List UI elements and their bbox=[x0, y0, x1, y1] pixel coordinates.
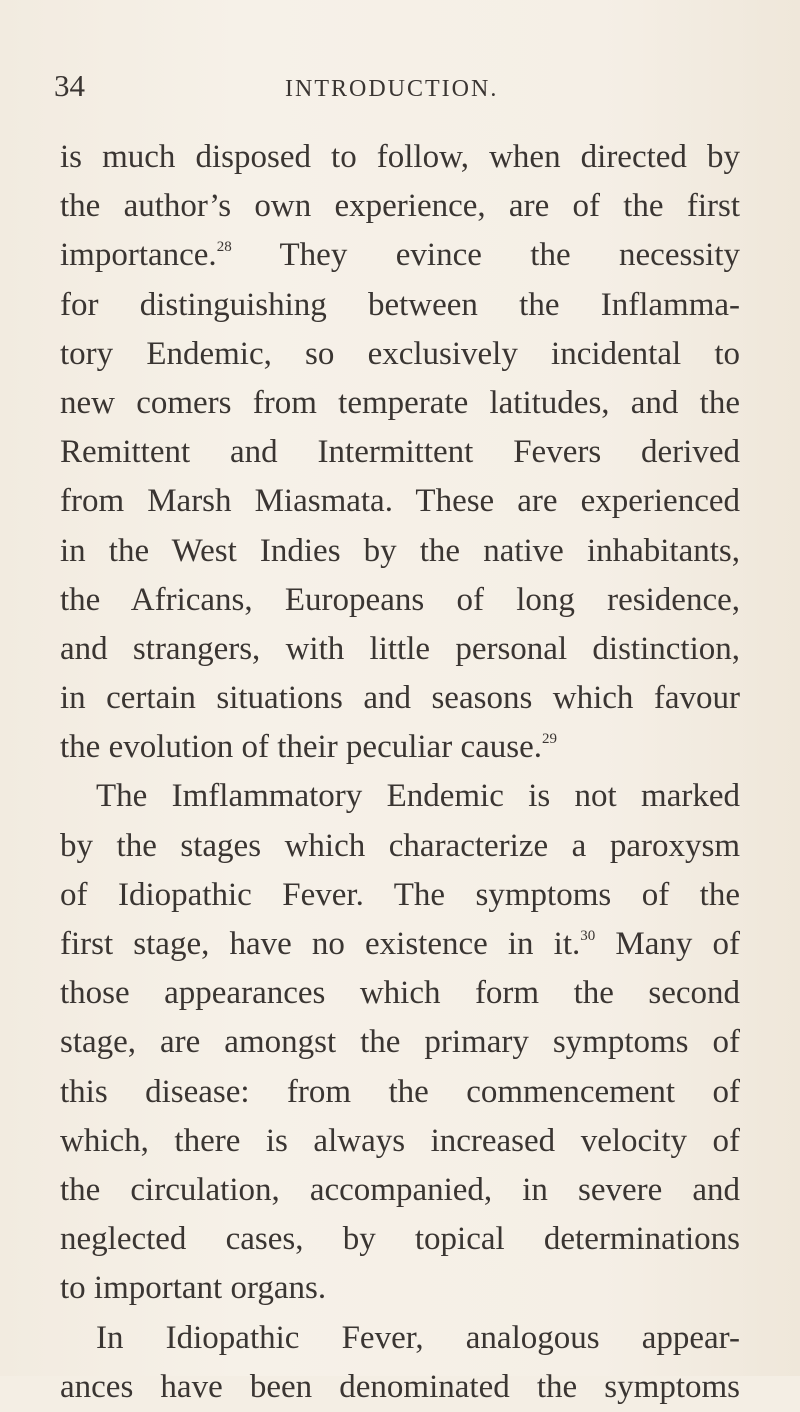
text-line: and strangers, with little personal distinction, bbox=[60, 630, 740, 667]
text-line: is much disposed to follow, when directed by bbox=[60, 139, 740, 175]
text-line: stage, are amongst the primary symptoms of bbox=[60, 1024, 740, 1061]
text-line: by the stages which characterize a paroxysm bbox=[60, 827, 740, 864]
text-line: the Africans, Europeans of long residence, bbox=[60, 581, 740, 618]
footnote-marker: 28 bbox=[216, 239, 232, 256]
text-line: ances have been denominated the symptoms bbox=[60, 1368, 740, 1405]
text-line: Remittent and Intermittent Fevers derived bbox=[60, 434, 740, 471]
text-line: which, there is always increased velocity of bbox=[60, 1122, 740, 1159]
text-line: importance.$^{28}$ They evince the necessity bbox=[60, 237, 740, 274]
page-number: 34 bbox=[54, 68, 85, 103]
text-line: for distinguishing between the Inflamma- bbox=[60, 286, 740, 323]
text-line: the author’s own experience, are of the first bbox=[60, 188, 740, 225]
text-line: those appearances which form the second bbox=[60, 975, 740, 1012]
running-head: INTRODUCTION. bbox=[285, 76, 499, 102]
text-line: from Marsh Miasmata. These are experienced bbox=[60, 483, 740, 520]
text-line: to important organs. bbox=[60, 1270, 327, 1307]
text-line: In Idiopathic Fever, analogous appear- bbox=[96, 1319, 740, 1356]
text-line: of Idiopathic Fever. The symptoms of the bbox=[60, 876, 740, 913]
text-line: the circulation, accompanied, in severe and bbox=[60, 1171, 740, 1208]
text-line: first stage, have no existence in it.$^{30}$ Many of bbox=[60, 926, 741, 962]
text-line: this disease: from the commencement of bbox=[60, 1073, 740, 1110]
body-text bbox=[60, 133, 740, 1412]
footnote-marker: 30 bbox=[580, 928, 596, 944]
text-line: neglected cases, by topical determinations bbox=[60, 1221, 740, 1258]
footnote-marker: 29 bbox=[541, 731, 557, 748]
text-line: in the West Indies by the native inhabitants, bbox=[60, 532, 740, 569]
text-line: in certain situations and seasons which favour bbox=[60, 680, 740, 717]
text-line: the evolution of their peculiar cause.$^{29}$ bbox=[60, 729, 557, 766]
text-line: The Imflammatory Endemic is not marked bbox=[96, 778, 740, 815]
text-line: new comers from temperate latitudes, and the bbox=[60, 384, 740, 421]
text-line: tory Endemic, so exclusively incidental to bbox=[60, 335, 740, 372]
page-header bbox=[54, 68, 754, 108]
